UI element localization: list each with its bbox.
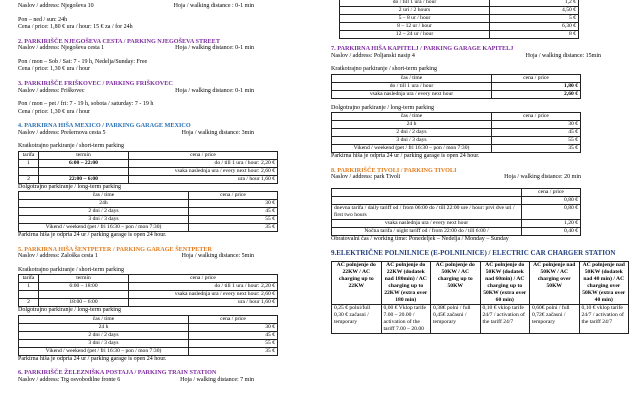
table-row xyxy=(332,227,581,235)
table-cell: 6:00 – 18:00 xyxy=(39,283,129,291)
p2-walk: Hoja / walking distance: 0-1 min xyxy=(175,45,254,52)
table-header: AC polnjenje do 50KW / AC charging up to 50KW xyxy=(431,261,481,304)
table-cell: 0,40 € xyxy=(522,227,581,235)
p5-address: Naslov / address: Zaloška cesta 1 xyxy=(18,253,98,260)
p5-footnote: Parkirna hiša je odprta 24 ur / parking garage is open 24 hour. xyxy=(18,355,167,362)
p7-walk: Hoja / walking distance: 15min xyxy=(525,52,601,59)
table-cell: 35 € xyxy=(189,224,278,232)
table-cell: 4,50 € xyxy=(490,6,579,14)
table-cell: 24h xyxy=(19,200,189,208)
p2-title: 2. PARKIRIŠČE NJEGOŠEVA CESTA / PARKING NJEGOŠEVA STREET xyxy=(18,37,220,45)
table-header: termin xyxy=(39,151,129,159)
table-cell: Vikend / weekend (pet / fri 16:30 – pon / mon 7:30) xyxy=(19,224,189,232)
table-row xyxy=(332,219,581,227)
table-header: čas / time xyxy=(19,192,189,200)
table-row xyxy=(332,196,581,204)
table-row xyxy=(332,145,581,153)
table-cell: 24 h xyxy=(19,323,189,331)
p8-table xyxy=(331,188,581,236)
table-row xyxy=(19,159,278,167)
p7-short-table xyxy=(331,74,581,99)
table-cell: vsaka naslednja ura / every next hour: 2,60 € xyxy=(129,167,278,175)
table-header: AC polnjenje do 22KW (dodatek nad 180min) / AC charging up to 22KW (extra over 180 min) xyxy=(381,261,431,304)
table-cell: 1 xyxy=(19,283,39,291)
table-header: cena / price xyxy=(522,188,581,196)
table-cell: 0,25 € polni/full 0,30 € začasni / temporary xyxy=(332,304,382,333)
p1-address: Naslov / address: Njegoševa 10 xyxy=(18,3,94,9)
table-row xyxy=(340,6,579,14)
table-cell: vsaka naslednja ura / every next hour xyxy=(332,90,492,98)
table-cell: 0,38€ polni / full 0,45€ začasni / temporary xyxy=(431,304,481,333)
p8-address: Naslov / address: park Tivoli xyxy=(331,174,401,181)
p8-walk: Hoja / walking distance: 20 min xyxy=(504,174,581,181)
table-row xyxy=(19,208,278,216)
table-cell xyxy=(19,291,39,299)
p5-short-table xyxy=(18,274,278,307)
p7-info xyxy=(331,53,631,61)
table-row xyxy=(19,299,278,307)
p2-info xyxy=(18,45,314,53)
p2-hours: Pon / mon – Sob / Sat: 7 - 19 h, Nedelja/Sunday: Free xyxy=(18,58,148,65)
table-header: AC polnjenje do 50KW (dodatek nad 60min) / AC charging up to 50KW (extra over 60 min) xyxy=(480,261,530,304)
table-header: cena / price xyxy=(129,151,278,159)
table-cell: 0,10 € vklop tarife 24/7 / activation of the tariff 24/7 xyxy=(480,304,530,333)
table-cell: Vikend / weekend (pet / fri 16:30 – pon / mon 7:30) xyxy=(332,145,492,153)
table-cell xyxy=(19,167,39,175)
table-row xyxy=(340,22,579,30)
table-header xyxy=(332,188,522,196)
p5-title: 5. PARKIRNA HIŠA ŠENTPETER / PARKING GARAGE ŠENTPETER xyxy=(18,245,213,253)
table-cell xyxy=(39,291,129,299)
table-header: čas / time xyxy=(332,113,492,121)
table-cell: 18:00 – 6:00 xyxy=(39,299,129,307)
p4-footnote: Parkirna hiša je odprta 24 ur / parking garage is open 24 hour. xyxy=(18,232,167,239)
table-cell: 0,00 € Vklop tarife 7.00 – 20.00 / activation of the tariff 7.00 – 20.00 xyxy=(381,304,431,333)
left-column xyxy=(18,0,314,400)
p1-hours: Pon – ned / sun: 24h xyxy=(18,16,68,23)
p7-address: Naslov / address: Poljanski nasip 4 xyxy=(331,52,415,59)
p8-info xyxy=(331,174,631,182)
table-cell xyxy=(39,167,129,175)
table-cell: 1,2 € xyxy=(490,0,579,6)
table-row xyxy=(332,129,581,137)
p3-walk: Hoja / walking distance: 0-1 min xyxy=(175,87,254,94)
top-price-table xyxy=(339,0,579,39)
table-cell: 5 – 8 ur / hour xyxy=(340,14,490,22)
p1-price: Cena / price: 1,80 € ura / hour: 15 € za / for 24h xyxy=(18,24,133,30)
table-cell: 55 € xyxy=(492,137,581,145)
p4-short-label: Kratkotrajno parkiranje / short-term parking xyxy=(18,143,124,150)
table-row xyxy=(19,347,278,355)
right-column xyxy=(331,0,631,400)
p6-address: Naslov / address: Trg osvobodilne fronte 6 xyxy=(18,376,121,383)
table-cell: 45 € xyxy=(189,208,278,216)
p8-title: 8. PARKIRIŠČE TIVOLI / PARKING TIVOLI xyxy=(331,166,457,174)
p4-info xyxy=(18,130,314,138)
p3-hours: Pon / mon – pet / fri: 7 - 19 h, sobota / saturday: 7 - 19 h xyxy=(18,101,154,107)
table-row xyxy=(19,175,278,183)
table-cell: ura / hour 1,60 € xyxy=(129,175,278,183)
table-row xyxy=(19,331,278,339)
table-row xyxy=(19,167,278,175)
table-cell: 5 € xyxy=(490,14,579,22)
table-cell: 2 uri / 2 hours xyxy=(340,6,490,14)
table-cell: 2 dni / 2 days xyxy=(19,208,189,216)
p3-address: Naslov / address: Friškovec xyxy=(18,87,85,94)
table-row xyxy=(332,137,581,145)
p7-long-table xyxy=(331,112,581,153)
table-cell: 0,60€ polni / full 0,72€ začasni / temporary xyxy=(530,304,580,333)
table-cell: 3 dni / 3 days xyxy=(332,137,492,145)
table-cell: 1 xyxy=(19,159,39,167)
table-header: cena / price xyxy=(189,192,278,200)
table-cell: dnevna tarifa / daily tariff od / from 06:00 do / till 22:00 ure / hour: prvi dve uri / first two hours xyxy=(332,204,522,219)
table-cell: 1,20 € xyxy=(522,219,581,227)
table-row xyxy=(19,291,278,299)
table-cell: 45 € xyxy=(492,129,581,137)
table-row xyxy=(19,339,278,347)
p2-price: Cena / price: 1,30 € ura / hour xyxy=(18,66,90,73)
table-cell: 30 € xyxy=(492,121,581,129)
table-header: AC polnjenje nad 50KW (dodatek nad 40 min) / AC charging over 50KW (extra over 40 min) xyxy=(579,261,629,304)
table-cell: 30 € xyxy=(189,323,278,331)
table-cell: 6,30 € xyxy=(490,22,579,30)
table-row xyxy=(19,224,278,232)
table-cell: 2 dni / 2 days xyxy=(332,129,492,137)
table-cell: 2 dni / 2 days xyxy=(19,331,189,339)
p7-short-label: Kratkotrajno parkiranje / short-term parking xyxy=(331,66,437,73)
p4-address: Naslov / address: Prešernova cesta 5 xyxy=(18,129,106,136)
table-header: cena / price xyxy=(189,315,278,323)
table-cell: 45 € xyxy=(189,331,278,339)
p8-footnote: Obratovalni čas / working time: Ponedeljek – Nedelja / Monday – Sunday xyxy=(331,235,509,242)
p6-title: 6. PARKIRIŠČE ŽELEZNIŠKA POSTAJA / PARKING TRAIN STATION xyxy=(18,369,217,377)
table-header: čas / time xyxy=(332,74,492,82)
table-cell: Vikend / weekend (pet / fri 16:30 – pon / mon 7:30) xyxy=(19,347,189,355)
p5-long-label: Dolgotrajno parkiranje / long-term parking xyxy=(18,307,121,314)
table-cell: do / till 1 ura / hour: 2,20 € xyxy=(129,283,278,291)
table-cell: 12 – 24 ur / hour xyxy=(340,30,490,38)
table-header: cena / price xyxy=(129,275,278,283)
p9-table xyxy=(331,261,629,334)
table-row xyxy=(332,90,581,98)
table-cell xyxy=(332,196,522,204)
table-cell: 1,80 € xyxy=(492,82,581,90)
p7-long-label: Dolgotrajno parkiranje / long-term parking xyxy=(331,104,434,111)
p1-info xyxy=(18,3,314,11)
table-row xyxy=(332,204,581,219)
table-row xyxy=(19,283,278,291)
p4-short-table xyxy=(18,151,278,184)
table-cell: vsaka naslednja ura / every next hour xyxy=(332,219,522,227)
table-header: cena / price xyxy=(492,113,581,121)
table-cell: 2 xyxy=(19,299,39,307)
table-cell: do / till 1 ura / hour: 2,20 € xyxy=(129,159,278,167)
p4-long-table xyxy=(18,191,278,232)
p9-title: 9.ELEKTRIČNE POLNILNICE (E-POLNILNICE) / ELECTRIC CAR CHARGER STATION xyxy=(331,249,616,258)
table-cell: 3 dni / 3 days xyxy=(19,339,189,347)
table-cell: 35 € xyxy=(492,145,581,153)
p4-title: 4. PARKIRNA HIŠA MEXICO / PARKING GARAGE MEXICO xyxy=(18,122,191,129)
table-cell: ura / hour 1,60 € xyxy=(129,299,278,307)
table-cell: 22:00 – 6:00 xyxy=(39,175,129,183)
p4-long-label: Dolgotrajno parkiranje / long-term parking xyxy=(18,183,121,190)
table-row xyxy=(332,121,581,129)
table-header: čas / time xyxy=(19,315,189,323)
p3-title: 3. PARKIRIŠČE FRIŠKOVEC / PARKING FRIŠKOVEC xyxy=(18,79,173,87)
table-cell: 8 – 12 ur / hour xyxy=(340,22,490,30)
table-cell: Nočna tarifa / night tariff od / from 22:00 do / till 6:00 / xyxy=(332,227,522,235)
p3-info xyxy=(18,88,314,96)
table-cell: 55 € xyxy=(189,339,278,347)
table-cell: 0,80 € xyxy=(522,196,581,204)
table-cell: 55 € xyxy=(189,216,278,224)
table-cell: 24 h xyxy=(332,121,492,129)
table-cell: 6:00 – 22:00 xyxy=(39,159,129,167)
table-cell: 30 € xyxy=(189,200,278,208)
table-cell: do / till 1 ura / hour xyxy=(340,0,490,6)
table-row xyxy=(340,30,579,38)
table-row xyxy=(340,14,579,22)
table-row xyxy=(332,82,581,90)
table-cell: vsaka naslednja ura / every next hour: 2,60 € xyxy=(129,291,278,299)
table-cell: do / till 1 ura / hour xyxy=(332,82,492,90)
table-header: AC polnjenje do 22KW / AC charging up to 22KW xyxy=(332,261,382,304)
p2-address: Naslov / address: Njegoševa cesta 1 xyxy=(18,45,105,52)
table-cell: 8 € xyxy=(490,30,579,38)
p5-info xyxy=(18,253,314,261)
table-header: tarifa xyxy=(19,151,39,159)
p7-title: 7. PARKIRNA HIŠA KAPITELJ / PARKING GARAGE KAPITELJ xyxy=(331,44,514,52)
table-header: cena / price xyxy=(492,74,581,82)
table-row xyxy=(19,216,278,224)
table-cell: 2 xyxy=(19,175,39,183)
p6-info xyxy=(18,377,314,385)
p3-price: Cena / price: 1,30 € ura / hour xyxy=(18,108,90,115)
p6-walk: Hoja / walking distance: 7 min xyxy=(180,376,254,383)
table-header: termin xyxy=(39,275,129,283)
p5-short-label: Kratkotrajno parkiranje / short-term parking xyxy=(18,266,124,273)
table-row xyxy=(332,304,629,333)
p5-long-table xyxy=(18,315,278,356)
table-cell: 35 € xyxy=(189,347,278,355)
p1-walk: Hoja / walking distance : 0-1 min xyxy=(173,3,254,9)
table-row xyxy=(19,200,278,208)
table-row xyxy=(19,323,278,331)
table-cell: 0,80 € xyxy=(522,204,581,219)
p4-walk: Hoja / walking distance: 3min xyxy=(181,129,254,136)
table-cell: 0,10 € vklop tarife 24/7 / activation of the tariff 24/7 xyxy=(579,304,629,333)
p7-footnote: Parkirna hiša je odprta 24 ur / parking garage is open 24 hour. xyxy=(331,153,480,160)
table-header: AC polnjenje nad 50KW / AC charging over 50KW xyxy=(530,261,580,304)
table-cell: 3 dni / 3 days xyxy=(19,216,189,224)
p5-walk: Hoja / walking distance: 5min xyxy=(181,253,254,260)
table-cell: 2,60 € xyxy=(492,90,581,98)
table-header: tarifa xyxy=(19,275,39,283)
